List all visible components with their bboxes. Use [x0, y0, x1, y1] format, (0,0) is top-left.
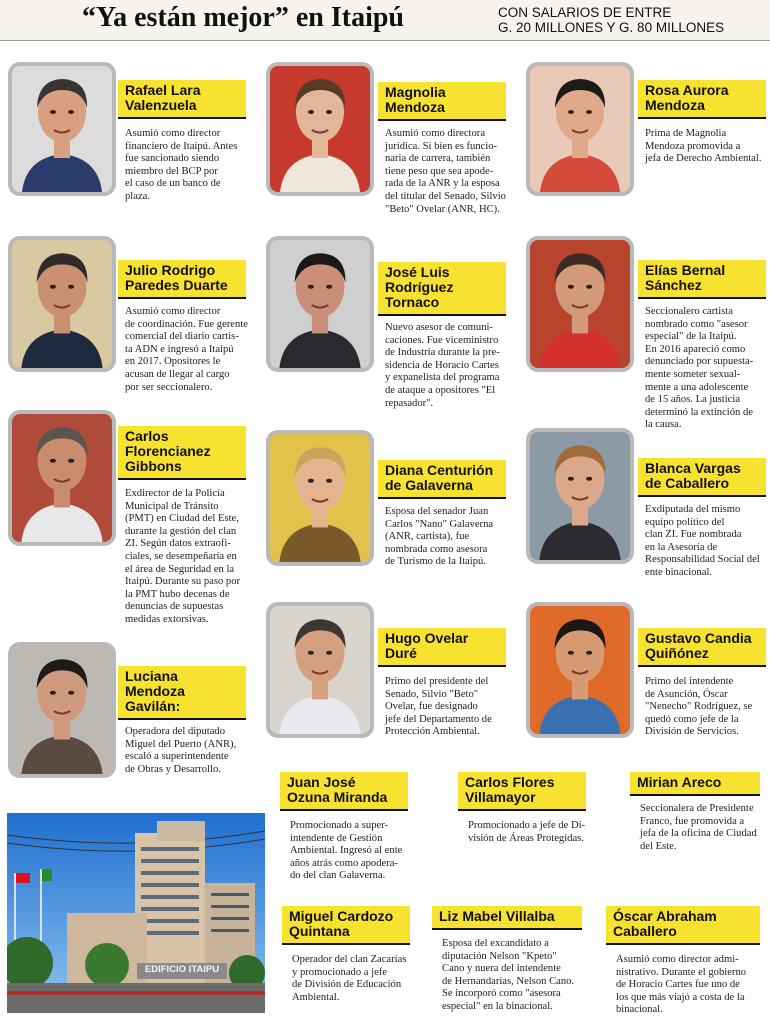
description-oscar-abraham-caballero: [616, 954, 746, 1017]
portrait-hugo-ovelar-dure: [266, 602, 374, 738]
description-line: el caso de un banco de: [125, 178, 221, 190]
portrait-rafael-lara-valenzuela: [8, 62, 116, 196]
person-name-line: de Galaverna: [385, 477, 473, 493]
description-line: por ser seccionalero.: [125, 381, 213, 393]
description-line: Asumió como director: [125, 306, 221, 317]
description-line: Esposa del senador Juan: [385, 506, 489, 517]
description-line: denunciado por supuesta-: [645, 356, 754, 368]
building-sign-text: EDIFICIO ITAIPU: [144, 964, 220, 975]
name-box-diana-centurion-de-galaverna: [378, 460, 506, 499]
person-name-line: Rosa Aurora: [645, 82, 729, 98]
person-name-line: Mendoza: [645, 97, 705, 113]
person-name-line: Carlos: [125, 428, 169, 444]
description-line: División de Servicios.: [645, 726, 739, 738]
person-name-line: Tornaco: [385, 294, 440, 310]
portrait-illustration: [270, 66, 370, 192]
description-line: Operador del clan Zacarías: [292, 954, 407, 965]
portrait-diana-centurion-de-galaverna: [266, 430, 374, 566]
description-line: Se incorporó como "asesora: [442, 988, 561, 1000]
description-luciana-mendoza-gavilan: [125, 726, 236, 776]
description-line: ZI. Según datos extraofi-: [125, 538, 231, 550]
name-box-elias-bernal-sanchez: [638, 260, 766, 299]
description-line: ente binacional.: [645, 566, 713, 578]
description-line: nombrado como "asesor: [645, 318, 748, 330]
description-line: los que más viajó a costa de la: [616, 991, 745, 1003]
description-line: rada de la ANR y la esposa: [385, 178, 500, 190]
description-carlos-flores-villamayor: [468, 820, 585, 845]
person-name-line: Sánchez: [645, 277, 702, 293]
person-name-line: Hugo Ovelar: [385, 630, 469, 646]
description-line: jefa de la oficina de Ciudad: [640, 828, 757, 840]
description-line: Senado, Silvio "Beto": [385, 688, 479, 700]
description-line: ta ADN e ingresó a Itaipú: [125, 343, 234, 355]
description-line: escaló a superintendente: [125, 751, 229, 763]
description-line: de coordinación. Fue gerente: [125, 318, 248, 330]
description-line: En 2016 apareció como: [645, 343, 746, 355]
portrait-rosa-aurora-mendoza: [526, 62, 634, 196]
description-line: Esposa del excandidato a: [442, 938, 549, 949]
description-line: plaza.: [125, 190, 150, 202]
person-name-line: Duré: [385, 645, 417, 661]
person-name-line: Paredes Duarte: [125, 277, 228, 293]
description-line: de Turismo de la Itaipú.: [385, 556, 486, 568]
description-line: del titular del Senado, Silvio: [385, 190, 506, 202]
person-name-line: Gibbons: [125, 458, 182, 474]
description-line: de Obras y Desarrollo.: [125, 763, 221, 775]
portrait-illustration: [530, 606, 630, 734]
name-box-hugo-ovelar-dure: [378, 628, 506, 667]
description-line: financiero de Itaipú. Antes: [125, 140, 238, 152]
description-line: Franco, fue promovida a: [640, 815, 745, 827]
description-line: y expanelista del programa: [385, 372, 500, 384]
name-box-juan-jose-ozuna-miranda: [280, 772, 408, 811]
person-name-line: José Luis: [385, 264, 450, 280]
description-line: jefa de Derecho Ambiental.: [645, 153, 762, 165]
description-line: de ataque a opositores "El: [385, 384, 496, 396]
subtitle-line-1: CON SALARIOS DE ENTRE: [498, 5, 672, 20]
portrait-illustration: [530, 240, 630, 368]
description-line: (ANR, cartista), fue: [385, 531, 470, 543]
building-illustration: [7, 813, 265, 1013]
description-line: mente someter sexual-: [645, 368, 741, 380]
description-line: Miguel del Puerto (ANR),: [125, 738, 237, 750]
page-title: “Ya están mejor” en Itaipú: [82, 2, 404, 33]
description-line: diputación Nelson "Kpeto": [442, 950, 557, 962]
description-line: clan ZI. Fue nombrada: [645, 529, 742, 541]
description-line: "Nenecho" Rodríguez, se: [645, 701, 753, 713]
description-line: Nuevo asesor de comuni-: [385, 322, 493, 333]
description-line: de 15 años. La justicia: [645, 394, 741, 406]
person-name-line: Carlos Flores: [465, 774, 555, 790]
description-line: ciales, se desempeñaría en: [125, 550, 237, 562]
description-line: Protección Ambiental.: [385, 726, 480, 738]
description-line: do del clan Galaverna.: [290, 870, 386, 882]
description-line: sidencia de Horacio Cartes: [385, 359, 499, 371]
description-rafael-lara-valenzuela: [125, 128, 237, 204]
portrait-illustration: [270, 434, 370, 562]
description-line: la causa.: [645, 419, 682, 431]
portrait-elias-bernal-sanchez: [526, 236, 634, 372]
description-line: el área de Seguridad en la: [125, 563, 235, 575]
person-name-line: Mirian Areco: [637, 774, 722, 790]
description-line: quedó como jefe de la: [645, 713, 739, 725]
name-box-luciana-mendoza-gavilan: [118, 666, 246, 720]
building-photo: [7, 813, 265, 1013]
name-box-miguel-cardozo-quintana: [282, 906, 410, 945]
portrait-magnolia-mendoza: [266, 62, 374, 196]
name-box-carlos-flores-villamayor: [458, 772, 586, 811]
name-box-blanca-vargas-de-caballero: [638, 458, 766, 497]
description-line: Carlos "Nano" Galaverna: [385, 518, 494, 530]
description-line: Promocionado a super-: [290, 820, 389, 831]
name-box-mirian-areco: [630, 772, 760, 796]
description-line: equipo político del: [645, 516, 725, 528]
portrait-illustration: [530, 432, 630, 560]
description-line: (PMT) en Ciudad del Este,: [125, 513, 239, 525]
description-line: Cano y nuera del intendente: [442, 963, 561, 975]
person-name-line: de Caballero: [645, 475, 730, 491]
description-line: Prima de Magnolia: [645, 128, 727, 139]
person-name-line: Rafael Lara: [125, 82, 201, 98]
description-line: determinó la extinción de: [645, 406, 753, 418]
person-name-line: Florencianez: [125, 443, 211, 459]
description-line: y promocionado a jefe: [292, 966, 388, 978]
person-name-line: Julio Rodrigo: [125, 262, 216, 278]
name-box-rafael-lara-valenzuela: [118, 80, 246, 119]
description-line: Ovelar, fue designado: [385, 701, 478, 713]
description-jose-luis-rodriguez-tornaco: [385, 322, 500, 410]
name-box-liz-mabel-villalba: [432, 906, 582, 930]
description-line: tiene peso que sea apode-: [385, 165, 494, 177]
person-name-line: Ozuna Miranda: [287, 789, 388, 805]
description-line: fue sancionado siendo: [125, 153, 220, 165]
description-hugo-ovelar-dure: [385, 676, 492, 739]
description-elias-bernal-sanchez: [645, 306, 753, 432]
person-name-line: Caballero: [613, 923, 677, 939]
description-line: en la Asesoría de: [645, 541, 718, 553]
description-line: miembro del BCP por: [125, 165, 218, 177]
description-gustavo-candia-quinonez: [645, 676, 752, 739]
person-name-line: Diana Centurión: [385, 462, 494, 478]
description-line: Ambiental.: [292, 991, 340, 1003]
description-line: nistrativo. Durante el gobierno: [616, 966, 747, 978]
person-name-line: Mendoza: [385, 99, 445, 115]
description-line: años atrás como apodera-: [290, 857, 398, 869]
description-line: de Hernandarias, Nelson Cano.: [442, 975, 575, 987]
portrait-illustration: [12, 240, 112, 368]
name-box-rosa-aurora-mendoza: [638, 80, 766, 119]
portrait-luciana-mendoza-gavilan: [8, 642, 116, 778]
name-box-jose-luis-rodriguez-tornaco: [378, 262, 506, 316]
portrait-illustration: [12, 66, 112, 192]
description-line: Asumió como director admi-: [616, 954, 739, 965]
description-line: la PMT hubo decenas de: [125, 588, 230, 600]
description-line: Promocionado a jefe de Di-: [468, 820, 586, 831]
description-line: mente a una adolescente: [645, 381, 749, 393]
portrait-illustration: [270, 240, 370, 368]
description-line: Mendoza promovida a: [645, 140, 741, 152]
portrait-gustavo-candia-quinonez: [526, 602, 634, 738]
description-diana-centurion-de-galaverna: [385, 506, 493, 569]
description-line: especial" en la binacional.: [442, 1000, 553, 1012]
person-name-line: Liz Mabel Villalba: [439, 908, 555, 924]
description-julio-rodrigo-paredes-duarte: [125, 306, 248, 394]
description-line: durante la gestión del clan: [125, 525, 237, 537]
portrait-illustration: [12, 646, 112, 774]
description-magnolia-mendoza: [385, 128, 506, 216]
description-line: de Industria durante la pre-: [385, 347, 500, 359]
page-subtitle: [498, 5, 760, 35]
description-line: Primo del presidente del: [385, 676, 489, 687]
description-line: de División de Educación: [292, 979, 402, 991]
description-line: medidas extorsivas.: [125, 613, 209, 625]
description-line: de Asunción, Óscar: [645, 688, 728, 700]
person-name-line: Villamayor: [465, 789, 536, 805]
description-line: Municipal de Tránsito: [125, 500, 219, 512]
description-line: naria de carrera, también: [385, 153, 491, 165]
description-line: de Horacio Cartes fue uno de: [616, 979, 740, 991]
person-name-line: Rodríguez: [385, 279, 454, 295]
description-line: denuncias de supuestas: [125, 601, 224, 613]
description-line: Exdiputada del mismo: [645, 504, 741, 515]
description-line: nombrada como asesora: [385, 543, 488, 555]
person-name-line: Luciana: [125, 668, 178, 684]
description-line: Asumió como director: [125, 128, 221, 139]
person-name-line: Quintana: [289, 923, 350, 939]
person-name-line: Quiñónez: [645, 645, 709, 661]
description-line: comercial del diario cartis-: [125, 331, 239, 343]
person-name-line: Miguel Cardozo: [289, 908, 394, 924]
portrait-carlos-florencianez-gibbons: [8, 410, 116, 546]
description-line: binacional.: [616, 1004, 663, 1016]
portrait-jose-luis-rodriguez-tornaco: [266, 236, 374, 372]
description-liz-mabel-villalba: [442, 938, 574, 1014]
description-juan-jose-ozuna-miranda: [290, 820, 402, 883]
name-box-carlos-florencianez-gibbons: [118, 426, 246, 480]
description-line: Itaipú. Durante su paso por: [125, 576, 241, 588]
description-line: intendente de Gestión: [290, 832, 383, 844]
person-name-line: Gustavo Candia: [645, 630, 752, 646]
person-name-line: Elías Bernal: [645, 262, 726, 278]
description-blanca-vargas-de-caballero: [645, 504, 760, 580]
person-name-line: Blanca Vargas: [645, 460, 741, 476]
description-line: en 2017. Opositores le: [125, 356, 221, 368]
portrait-illustration: [270, 606, 370, 734]
description-line: Primo del intendente: [645, 676, 734, 687]
portrait-julio-rodrigo-paredes-duarte: [8, 236, 116, 372]
subtitle-line-2: G. 20 MILLONES Y G. 80 MILLONES: [498, 20, 725, 35]
description-line: repasador".: [385, 397, 434, 409]
person-name-line: Mendoza: [125, 683, 185, 699]
person-name-line: Valenzuela: [125, 97, 197, 113]
person-name-line: Óscar Abraham: [613, 908, 717, 924]
description-line: Asumió como directora: [385, 128, 486, 139]
name-box-magnolia-mendoza: [378, 82, 506, 121]
description-line: Exdirector de la Policía: [125, 488, 225, 499]
header-band: [0, 0, 770, 41]
description-line: acusan de llegar al cargo: [125, 368, 230, 380]
description-rosa-aurora-mendoza: [645, 128, 761, 166]
name-box-gustavo-candia-quinonez: [638, 628, 766, 667]
description-line: "Beto" Ovelar (ANR, HC).: [385, 203, 500, 215]
description-line: jurídica. Si bien es funcio-: [385, 140, 498, 152]
person-name-line: Juan José: [287, 774, 356, 790]
portrait-illustration: [12, 414, 112, 542]
name-box-julio-rodrigo-paredes-duarte: [118, 260, 246, 299]
description-line: jefe del Departamento de: [385, 713, 492, 725]
description-carlos-florencianez-gibbons: [125, 488, 240, 627]
description-line: caciones. Fue viceministro: [385, 334, 499, 346]
description-line: Responsabilidad Social del: [645, 554, 760, 566]
person-name-line: Magnolia: [385, 84, 446, 100]
description-line: del Este.: [640, 840, 677, 852]
description-line: especial" de la Itaipú.: [645, 331, 737, 343]
person-name-line: Gavilán:: [125, 698, 181, 714]
portrait-illustration: [530, 66, 630, 192]
description-line: Seccionalera de Presidente: [640, 803, 754, 814]
description-line: Operadora del diputado: [125, 726, 226, 737]
description-line: Ambiental. Ingresó al ente: [290, 845, 403, 857]
description-mirian-areco: [640, 803, 757, 853]
portrait-blanca-vargas-de-caballero: [526, 428, 634, 564]
name-box-oscar-abraham-caballero: [606, 906, 760, 945]
description-line: Seccionalero cartista: [645, 306, 733, 317]
description-line: visión de Áreas Protegidas.: [468, 832, 584, 844]
description-miguel-cardozo-quintana: [292, 954, 406, 1004]
